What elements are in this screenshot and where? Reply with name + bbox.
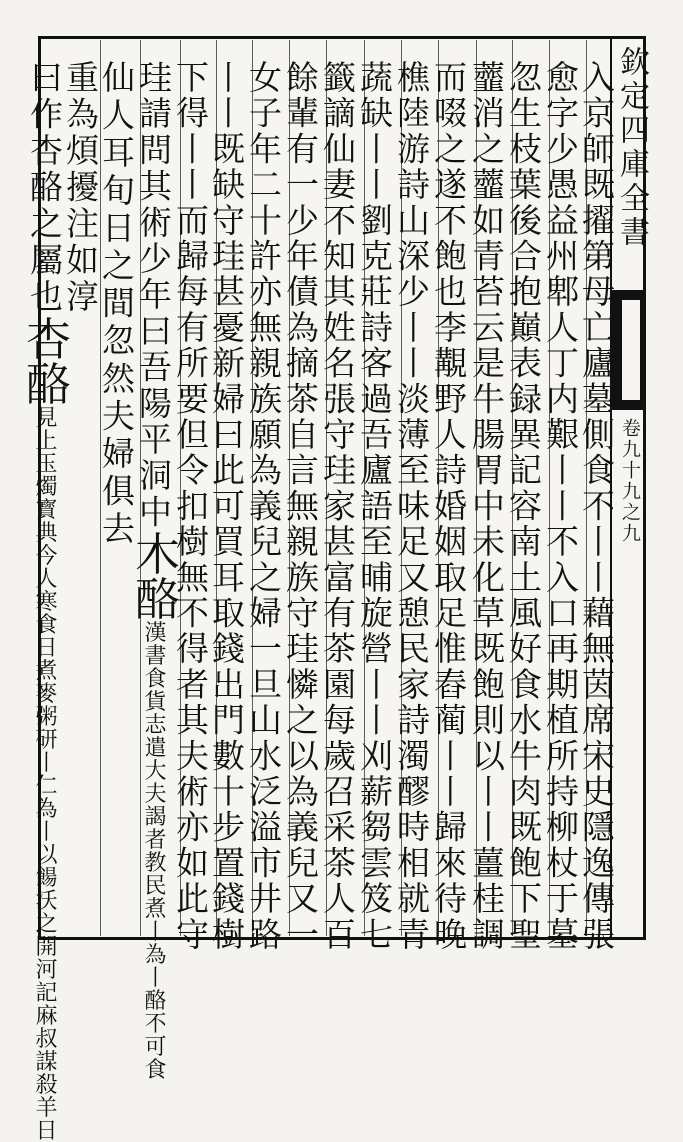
entry-text-xinglao: 見上玉燭寳典今人寒食日煮麥粥研丨仁為丨以餳沃之開河記麻叔謀殺羊日 [32,405,57,1142]
text-column-16 [18,60,71,1142]
text-column-13 [127,60,180,1081]
fishtail-mark [612,290,646,410]
text-column-8: 籤謫仙妻不知其姓名張守珪家甚富有茶園每歲召采茶人百 [318,60,357,953]
text-column-9: 餘輩有一少年債為摘茶自言無親族守珪憐之以為義兒又一 [281,60,320,953]
text-column-6: 樵陸游詩山深少丨丨淡薄至味足又憩民家詩濁醪時相就青 [392,60,431,953]
column-13-lead: 珪請問其術少年曰吾陽平洞中 [134,60,173,531]
text-column-15 [60,60,100,316]
text-column-3: 忽生枝葉後合抱巔表録異記容南土風好食水牛肉既飽下聖 [504,60,543,953]
text-column-5: 而啜之遂不飽也李覯野人詩婚姻取足惟舂蔺丨丨歸來待晚 [429,60,468,953]
entry-text-mulao: 漢書食貨志遣大夫謁者教民煮丨為丨酪不可食 [141,620,166,1081]
text-column-12: 下得丨丨而歸每有所要但令扣樹無不得者其夫術亦如此守 [171,60,210,953]
text-column-2: 愈字少愚益州郫人丁内艱丨丨不入口再期植所持柳杖于墓 [541,60,580,953]
text-column-11: 丨丨既缺守珪甚憂新婦曰此可買耳取錢出門數十步置錢樹 [207,60,246,953]
text-column-10: 女子年二十許亦無親族願為義兒之婦一旦山水泛溢市井路 [244,60,283,953]
book-title: 欽定四庫全書 [614,46,649,250]
column-16-text: 曰作杏酪之屬也 [25,60,64,316]
text-column-14 [96,60,136,549]
text-column-7: 蔬缺丨丨劉克莊詩客過吾廬語至晡旋營丨丨刈薪芻雲笈七 [355,60,394,953]
column-15-text: 重為煩擾注如淳 [61,60,100,316]
text-column-4: 虀消之虀如青苔云是牛腸胃中未化草既飽則以丨丨薑桂調 [467,60,506,953]
text-column-1: 入京師既擢第母亡廬墓側食不丨丨藉無茵席宋史隱逸傳張 [577,60,616,953]
entry-heading-mulao: 木酪 [127,530,180,621]
entry-heading-xinglao: 杏酪 [18,315,71,406]
column-14-text: 仙人耳旬日之間忽然夫婦俱去 [97,60,136,549]
volume-label: 卷九十九之九 [619,418,641,544]
